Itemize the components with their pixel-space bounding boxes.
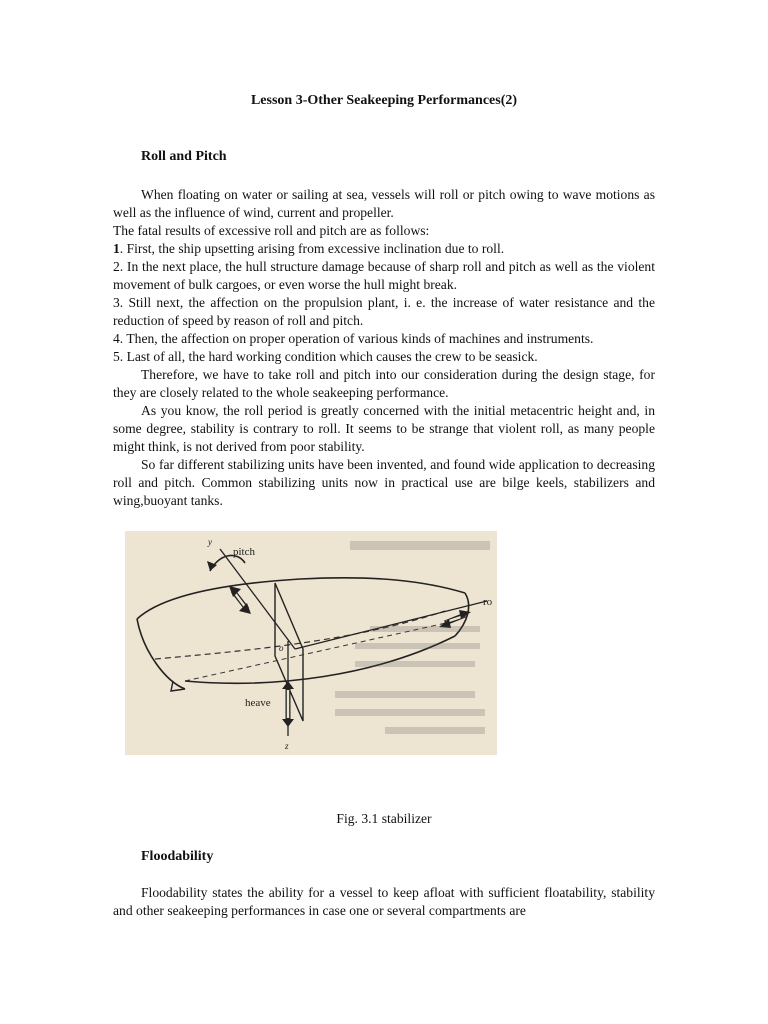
heave-label: heave [245,697,271,709]
list-item [113,330,655,348]
list-item [113,258,655,294]
section-heading-floodability: Floodability [141,849,214,864]
list-text: . First, the ship upsetting arising from excessive inclination due to roll. [119,241,505,256]
list-text: . In the next place, the hull structure damage because of sharp roll and pitch as well as the violent movement of bulk cargoes, or even worse the hull might break. [113,259,655,292]
section-heading-roll-pitch: Roll and Pitch [141,149,227,164]
list-number: 5 [113,349,120,364]
list-item [113,348,655,366]
paragraph-stabilizing-units: So far different stabilizing units have been invented, and found wide application to decreasing roll and pitch. Common stabilizing units now in practical use are bilge keels, stabilizers and wing,buoyant tanks. [113,457,655,508]
roll-label: ro [483,596,493,608]
list-text: . Then, the affection on proper operation of various kinds of machines and instruments. [119,331,594,346]
list-number: 3 [113,295,120,310]
section-body-floodability [113,884,655,920]
paragraph-intro: When floating on water or sailing at sea, vessels will roll or pitch owing to wave motions as well as the influence of wind, current and propeller. [113,187,655,220]
list-number: 1 [113,241,120,256]
pitch-label: pitch [233,546,255,558]
list-text: . Last of all, the hard working condition which causes the crew to be seasick. [119,349,538,364]
paragraph-fatal-results: The fatal results of excessive roll and pitch are as follows: [113,223,430,238]
ship-motion-diagram [125,531,497,755]
stabilizer-figure [125,531,497,755]
y-axis-label: y [208,537,212,547]
list-item [113,294,655,330]
figure-caption: Fig. 3.1 stabilizer [336,811,432,826]
paragraph-floodability: Floodability states the ability for a vessel to keep afloat with sufficient floatability, stability and other seakeeping performances in case one or several compartments are [113,885,655,918]
origin-label: o [279,643,284,653]
list-item [113,240,655,258]
section-body-roll-pitch [113,186,655,510]
paragraph-roll-period: As you know, the roll period is greatly concerned with the initial metacentric height and, in some degree, stability is contrary to roll. It seems to be strange that violent roll, as many people might think, is not derived from poor stability. [113,403,655,454]
list-text: . Still next, the affection on the propulsion plant, i. e. the increase of water resistance and the reduction of speed by reason of roll and pitch. [113,295,655,328]
paragraph-design-stage: Therefore, we have to take roll and pitch into our consideration during the design stage, for they are closely related to the whole seakeeping performance. [113,367,655,400]
lesson-title: Lesson 3-Other Seakeeping Performances(2) [250,93,518,108]
z-axis-label: z [285,741,289,751]
list-number: 4 [113,331,120,346]
list-number: 2 [113,259,120,274]
